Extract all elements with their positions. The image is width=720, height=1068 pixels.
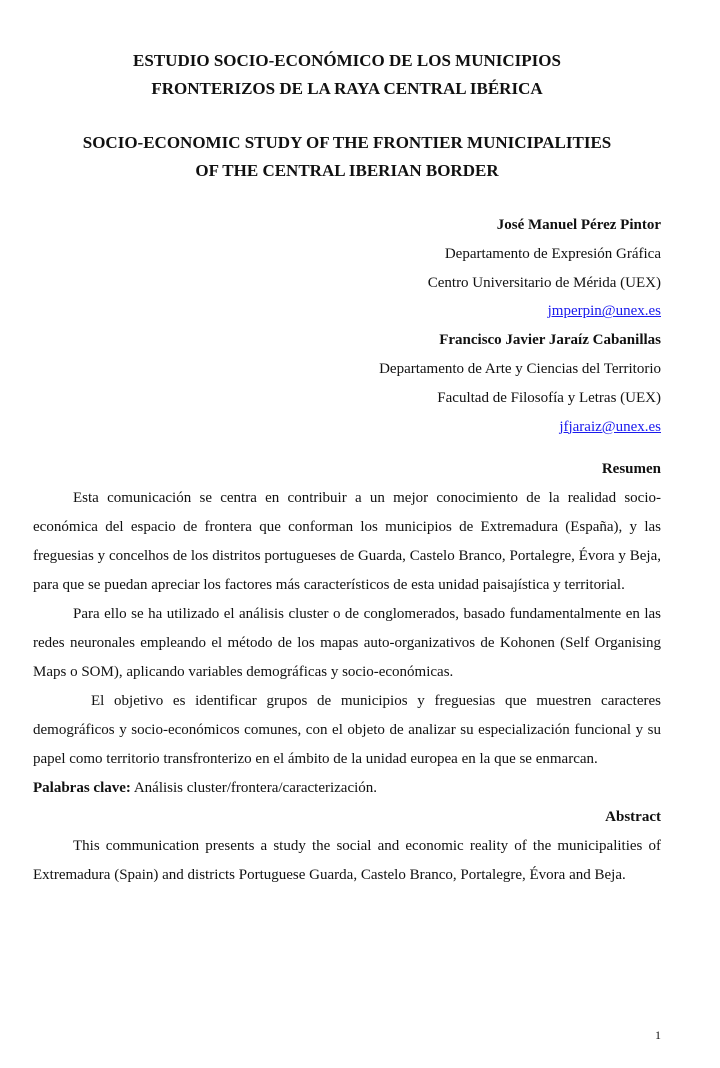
resumen-heading: Resumen [601,461,661,477]
author-2-institution: Facultad de Filosofía y Letras (UEX) [437,389,661,406]
title-spanish [33,47,661,103]
body-text [33,455,661,890]
page-number: 1 [655,1028,661,1042]
author-2-email-link[interactable]: jfjaraiz@unex.es [559,418,661,435]
title-spanish-line-1: ESTUDIO SOCIO-ECONÓMICO DE LOS MUNICIPIOS [133,51,561,70]
title-english-line-1: SOCIO-ECONOMIC STUDY OF THE FRONTIER MUNICIPALITIES [82,133,612,152]
resumen-paragraph-3: El objetivo es identificar grupos de municipios y freguesias que muestren caracteres demográficos y socio-económicos comunes, con el objeto de analizar su especialización funcional y su papel como territorio transfronterizo en el ámbito de la unidad europea en la que se enmarcan. [33,693,661,767]
abstract-paragraph-1: This communication presents a study the social and economic reality of the municipalities of Extremadura (Spain) and districts Portuguese Guarda, Castelo Branco, Portalegre, Évora and Beja. [33,838,661,883]
keywords-line [33,774,661,803]
resumen-paragraph-2: Para ello se ha utilizado el análisis cluster o de conglomerados, basado fundamentalmente en las redes neuronales empleando el método de los mapas auto-organizativos de Kohonen (Self Organising Maps o SOM), aplicando variables demográficas y socio-económicas. [33,606,661,680]
document-page [33,0,661,1068]
author-1-department: Departamento de Expresión Gráfica [444,245,661,262]
title-english [33,129,661,185]
keywords-text: Análisis cluster/frontera/caracterización. [130,780,378,796]
author-2-department: Departamento de Arte y Ciencias del Territorio [379,360,661,377]
author-1-institution: Centro Universitario de Mérida (UEX) [427,274,661,291]
author-block [33,211,661,441]
keywords-label: Palabras clave: [33,780,131,796]
author-2-name: Francisco Javier Jaraíz Cabanillas [439,332,661,349]
title-english-line-2: OF THE CENTRAL IBERIAN BORDER [195,161,499,180]
resumen-paragraph-1: Esta comunicación se centra en contribuir a un mejor conocimiento de la realidad socio-económica del espacio de frontera que conforman los municipios de Extremadura (España), y las freguesias y concelhos de los distritos portugueses de Guarda, Castelo Branco, Portalegre, Évora y Beja, para que se puedan apreciar los factores más característicos de esta unidad paisajística y territorial. [33,490,661,593]
title-spanish-line-2: FRONTERIZOS DE LA RAYA CENTRAL IBÉRICA [151,79,543,98]
abstract-heading: Abstract [605,809,661,825]
author-1-email-link[interactable]: jmperpin@unex.es [547,303,661,320]
author-1-name: José Manuel Pérez Pintor [496,217,661,233]
